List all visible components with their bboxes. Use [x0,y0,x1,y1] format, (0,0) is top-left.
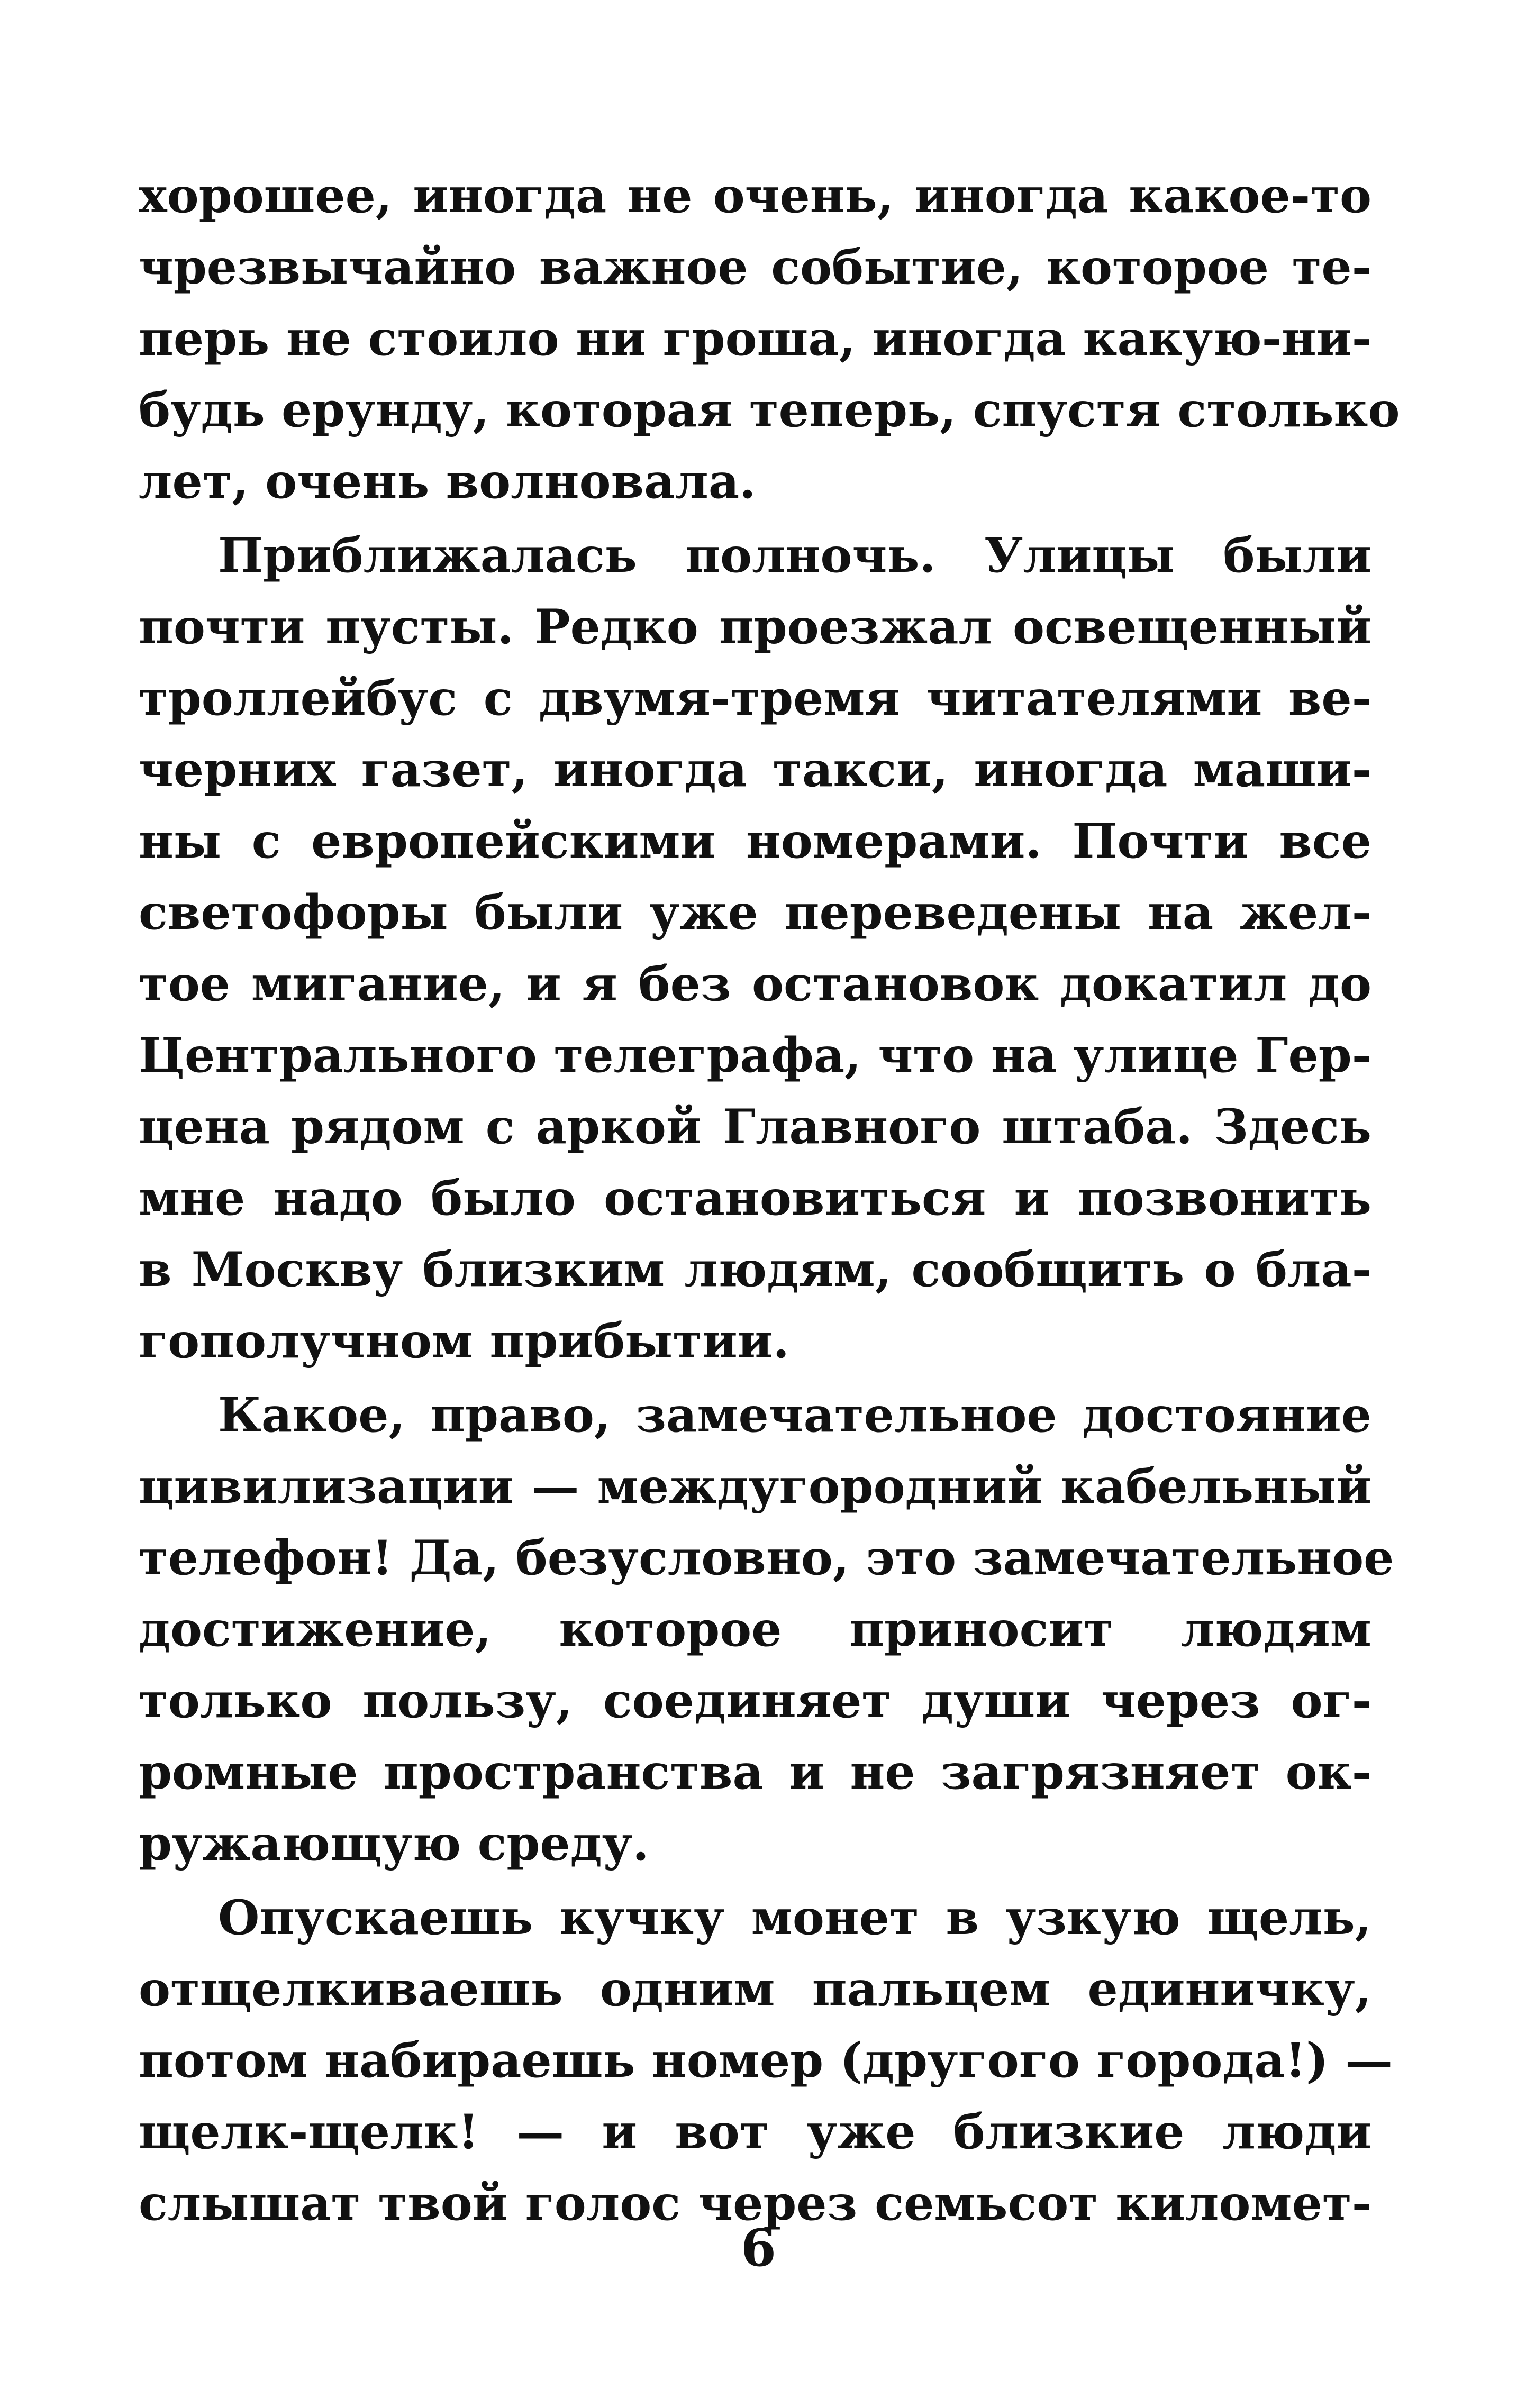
text-line: почти пусты. Редко проезжал освещенный [139,599,1371,655]
text-line: Какое, право, замечательное достояние [218,1387,1371,1443]
page-number: 6 [741,2218,776,2278]
text-line: ны с европейскими номерами. Почти все [139,813,1371,869]
text-line: чрезвычайно важное событие, которое те- [139,239,1371,295]
text-line: ружающую среду. [139,1816,649,1872]
text-line: Центрального телеграфа, что на улице Гер- [139,1027,1371,1083]
text-line: светофоры были уже переведены на жел- [139,884,1371,941]
text-line: Опускаешь кучку монет в узкую щель, [218,1890,1371,1946]
text-line: перь не стоило ни гроша, иногда какую-ни- [139,311,1371,367]
text-line: тое мигание, и я без остановок докатил до [139,956,1371,1012]
text-line: слышат твой голос через семьсот километ- [139,2175,1371,2231]
text-line: ромные пространства и не загрязняет ок- [139,1744,1371,1800]
text-line: лет, очень волновала. [139,453,756,509]
text-line: цена рядом с аркой Главного штаба. Здесь [139,1099,1371,1155]
text-line: потом набираешь номер (другого города!) — [139,2032,1393,2088]
text-line: телефон! Да, безусловно, это замечательное [139,1530,1394,1586]
text-line: мне надо было остановиться и позвонить [139,1170,1371,1226]
text-line: в Москву близким людям, сообщить о бла- [139,1242,1371,1298]
text-line: хорошее, иногда не очень, иногда какое-то [139,168,1371,224]
text-line: гополучном прибытии. [139,1313,789,1369]
text-line: троллейбус с двумя-тремя читателями ве- [139,670,1371,726]
text-line: цивилизации — междугородний кабельный [139,1458,1371,1515]
text-line: черних газет, иногда такси, иногда маши- [139,742,1371,798]
text-line: будь ерунду, которая теперь, спустя столько [139,382,1400,438]
text-line: щелк-щелк! — и вот уже близкие люди [139,2104,1371,2160]
text-line: отщелкиваешь одним пальцем единичку, [139,1961,1371,2017]
text-line: достижение, которое приносит людям [139,1601,1371,1657]
text-line: Приближалась полночь. Улицы были [218,527,1371,583]
text-line: только пользу, соединяет души через ог- [139,1673,1371,1729]
